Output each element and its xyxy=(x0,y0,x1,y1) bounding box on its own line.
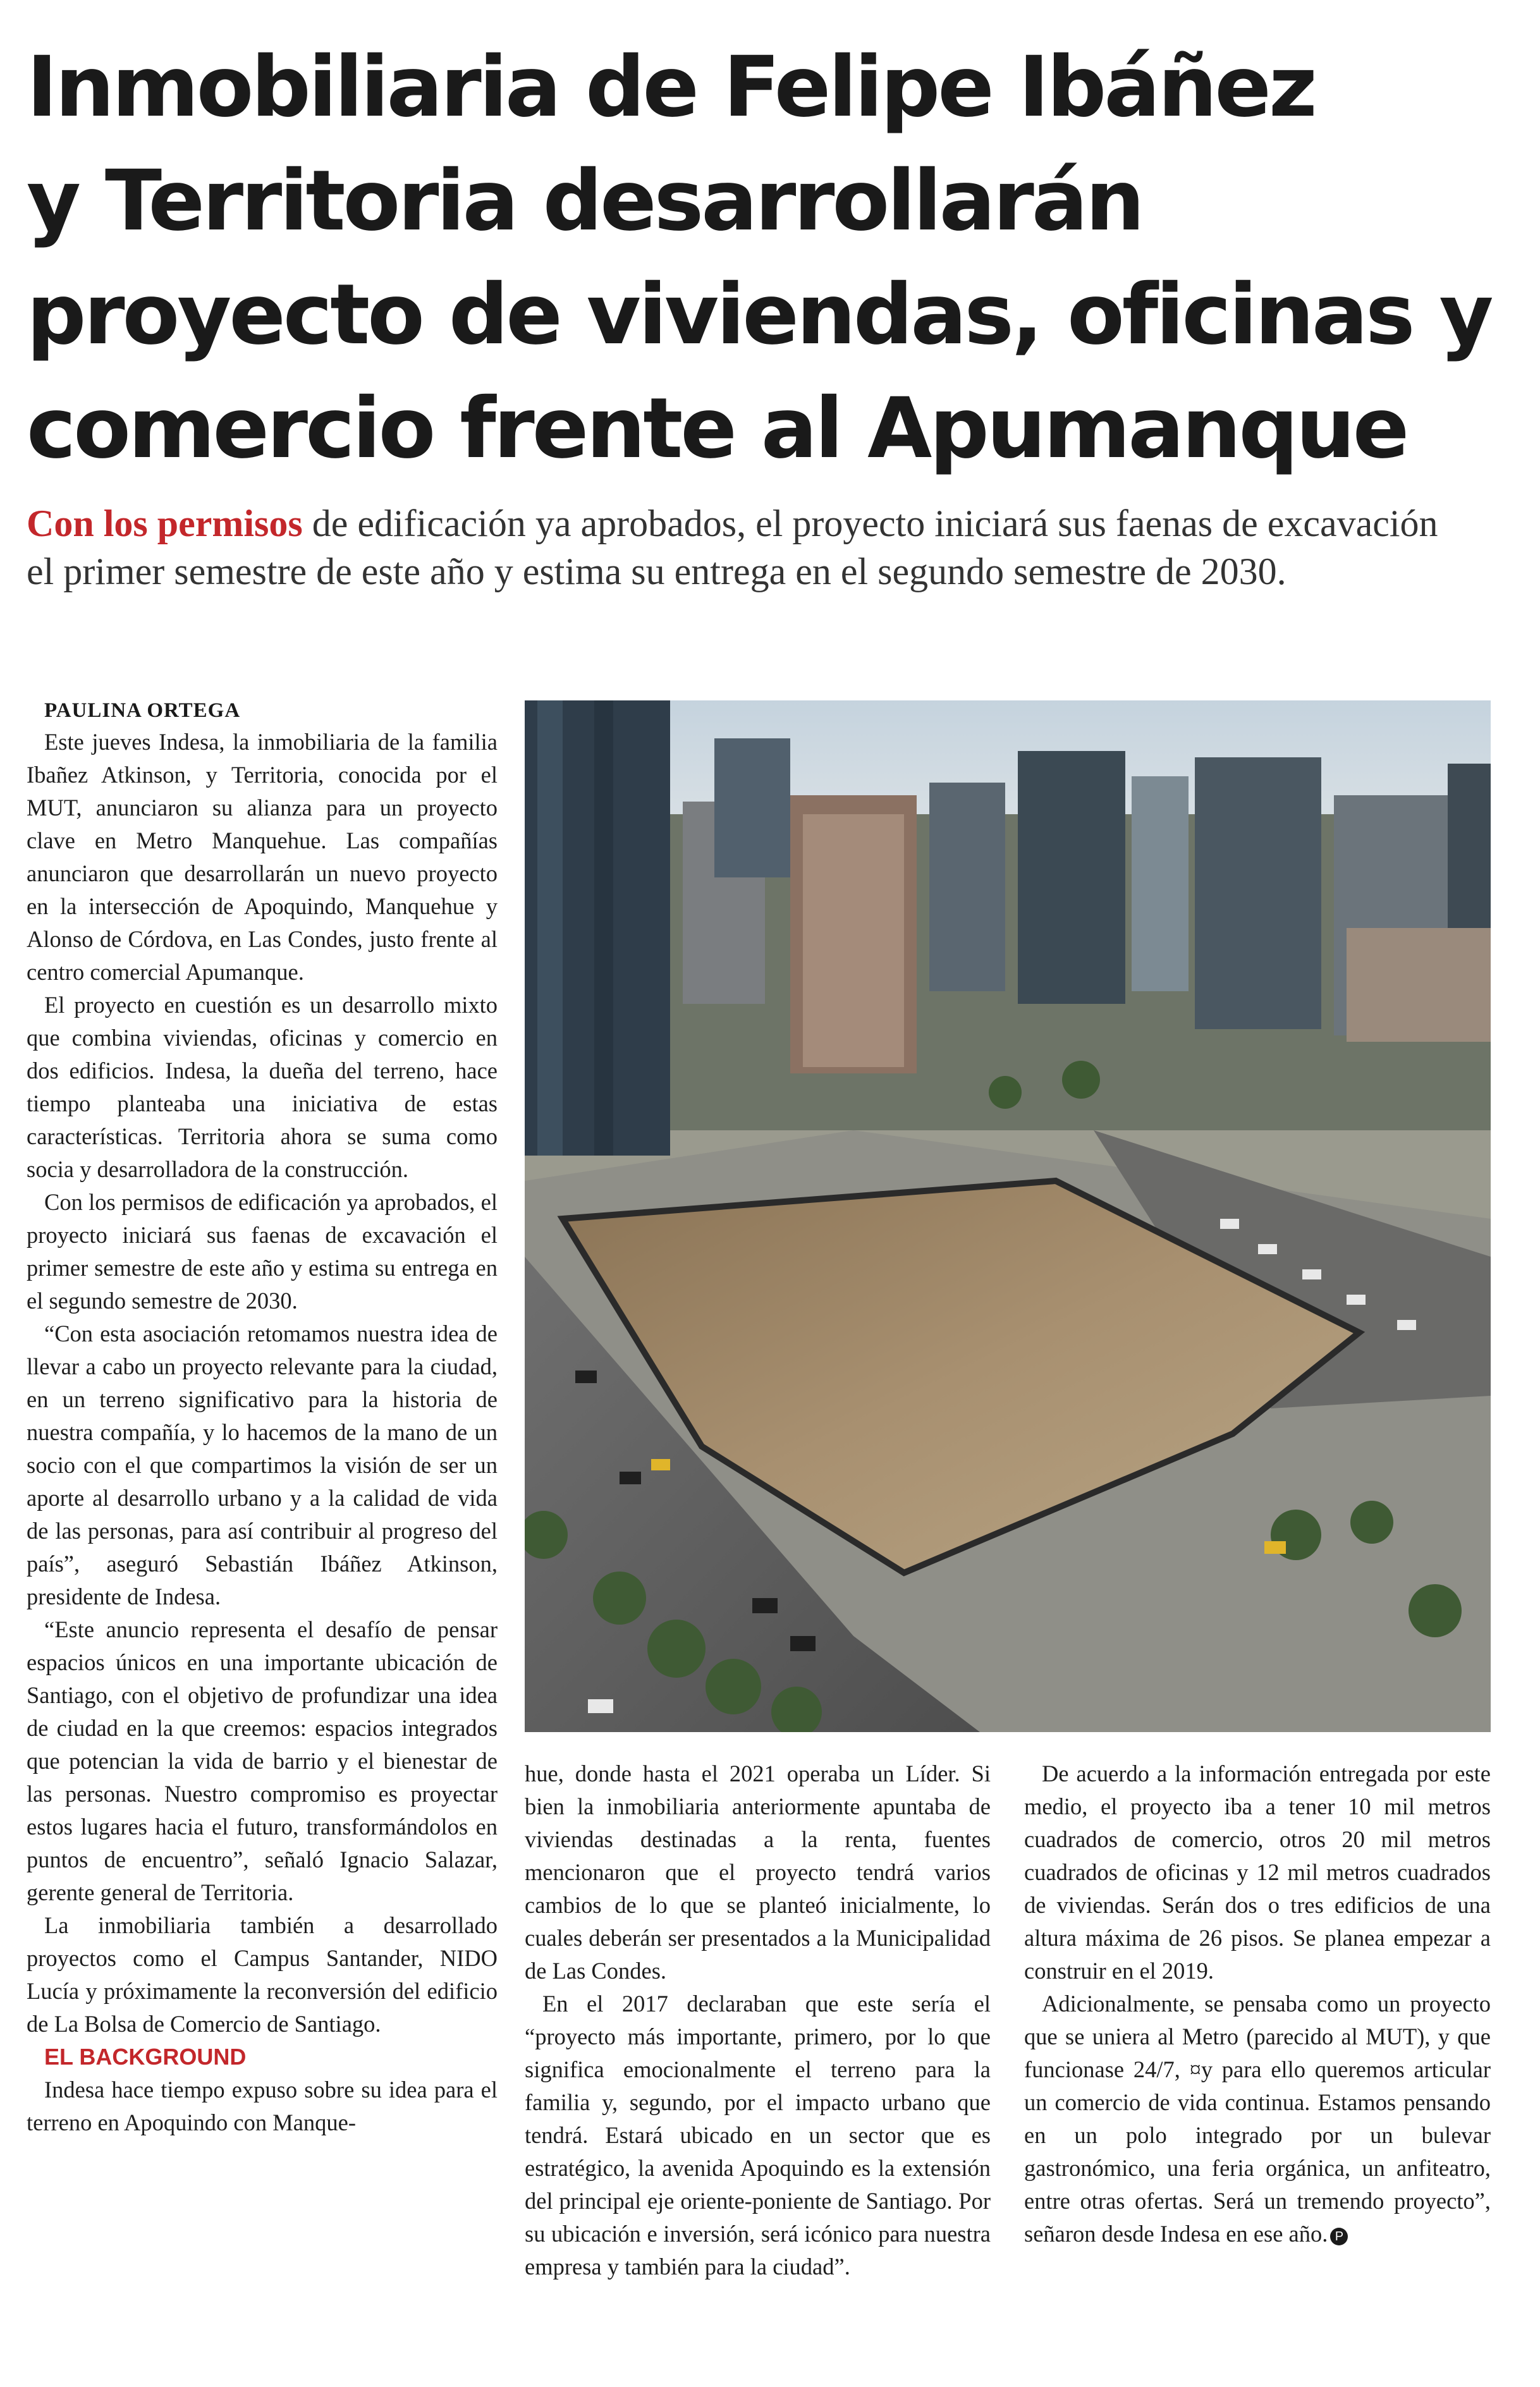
paragraph: De acuerdo a la información entregada por este medio, el proyecto iba a tener 10 mil metros cuadrados de comercio, otros 20 mil metros cuadrados de oficinas y 12 mil metros cuadrados de viviendas. Serán dos o tres edificios de una altura máxima de 26 pisos. Se planea empezar a construir en el 2019. xyxy=(1024,1761,1491,1984)
headline xyxy=(27,30,1519,485)
paragraph: En el 2017 declaraban que este sería el “proyecto más importante, primero, por lo que significa emocionalmente el terreno para la familia y, segundo, por el impacto urbano que tendrá. Estará ubicado en un sector que es estratégico, la avenida Apoquindo es la extensión del principal eje oriente-poniente de Santiago. Por su ubicación e inversión, será icónico para nuestra empresa y también para la ciudad”. xyxy=(525,1991,991,2280)
aerial-photo-illustration xyxy=(525,700,1491,1732)
paragraph xyxy=(1024,1987,1491,2250)
deck-lead: Con los permisos xyxy=(27,503,303,544)
byline: PAULINA ORTEGA xyxy=(44,699,241,722)
paragraph: Indesa hace tiempo expuso sobre su idea para el terreno en Apoquindo con Manque- xyxy=(27,2077,498,2135)
deck-rest: de edificación ya aprobados, el proyecto iniciará sus faenas de excavación el primer semestre de este año y estima su entrega en el segundo semestre de 2030. xyxy=(27,503,1438,592)
paragraph: hue, donde hasta el 2021 operaba un Líder. Si bien la inmobiliaria anteriormente apuntaba de viviendas destinadas a la renta, fuentes mencionaron que el proyecto tendrá varios cambios de lo que se planteó inicialmente, lo cuales deberán ser presentados a la Municipalidad de Las Condes. xyxy=(525,1761,991,1984)
headline-line-1: Inmobiliaria de Felipe Ibáñez xyxy=(27,39,1315,136)
headline-line-4: comercio frente al Apumanque xyxy=(27,380,1407,477)
paragraph: Con los permisos de edificación ya aprobados, el proyecto iniciará sus faenas de excavación el primer semestre de este año y estima su entrega en el segundo semestre de 2030. xyxy=(27,1189,498,1314)
column-left xyxy=(27,695,498,2139)
end-mark-icon: P xyxy=(1330,2228,1348,2245)
aerial-photo xyxy=(525,700,1491,1732)
headline-line-3: proyecto de viviendas, oficinas y xyxy=(27,266,1491,363)
paragraph: El proyecto en cuestión es un desarrollo mixto que combina viviendas, oficinas y comercio en dos edificios. Indesa, la dueña del terreno, hace tiempo planteaba una iniciativa de estas características. Territoria ahora se suma como socia y desarrolladora de la construcción. xyxy=(27,992,498,1182)
column-right xyxy=(1024,1757,1491,2250)
paragraph-text: Adicionalmente, se pensaba como un proyecto que se uniera al Metro (parecido al MUT), y que funcionase 24/7, ¤y para ello queremos articular un comercio de vida continua. Estamos pensando en un polo integrado por un bulevar gastronómico, una feria orgánica, un anfiteatro, entre otras ofertas. Será un tremendo proyecto”, señaron desde Indesa en ese año. xyxy=(1024,1991,1491,2247)
column-middle xyxy=(525,1757,991,2283)
paragraph: La inmobiliaria también a desarrollado proyectos como el Campus Santander, NIDO Lucía y próximamente la reconversión del edificio de La Bolsa de Comercio de Santiago. xyxy=(27,1912,498,2037)
deck xyxy=(27,499,1443,595)
paragraph: Este jueves Indesa, la inmobiliaria de la familia Ibañez Atkinson, y Territoria, conocida por el MUT, anunciaron su alianza para un proyecto clave en Metro Manquehue. Las compañías anunciaron que desarrollarán un nuevo proyecto en la intersección de Apoquindo, Manquehue y Alonso de Córdova, en Las Condes, justo frente al centro comercial Apumanque. xyxy=(27,729,498,985)
headline-line-2: y Territoria desarrollarán xyxy=(27,152,1142,250)
paragraph: “Con esta asociación retomamos nuestra idea de llevar a cabo un proyecto relevante para la ciudad, en un terreno significativo para la historia de nuestra compañía, y lo hacemos de la mano de un socio con el que compartimos la visión de ser un aporte al desarrollo urbano y a la calidad de vida de las personas, para así contribuir al progreso del país”, aseguró Sebastián Ibáñez Atkinson, presidente de Indesa. xyxy=(27,1321,498,1609)
section-heading: EL BACKGROUND xyxy=(44,2044,247,2070)
paragraph: “Este anuncio representa el desafío de pensar espacios únicos en una importante ubicación de Santiago, con el objetivo de profundizar una idea de ciudad en la que creemos: espacios integrados que potencian la vida de barrio y el bienestar de las personas. Nuestro compromiso es proyectar estos lugares hacia el futuro, transformándolos en puntos de encuentro”, señaló Ignacio Salazar, gerente general de Territoria. xyxy=(27,1616,498,1905)
